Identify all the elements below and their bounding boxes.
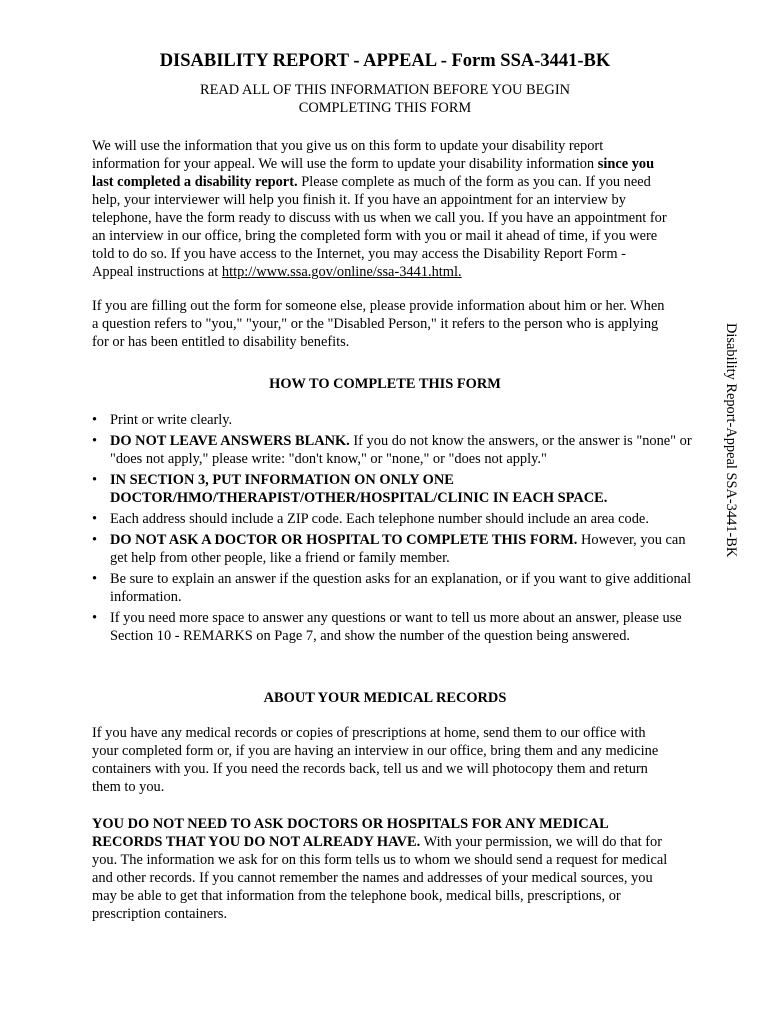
intro-text-bold: since you last completed a disability report. bbox=[92, 156, 655, 190]
list-item: • Each address should include a ZIP code. Each telephone number should include an area code. bbox=[92, 511, 649, 527]
medical-paragraph-2 bbox=[92, 815, 670, 923]
list-item: • Be sure to explain an answer if the question asks for an explanation, or if you want to give additional information. bbox=[92, 571, 692, 605]
bullet-icon: • bbox=[92, 472, 98, 488]
instructions-link[interactable]: http://www.ssa.gov/online/ssa-3441.html. bbox=[221, 264, 462, 280]
intro-text-c: Please complete as much of the form as you can. If you need help, your interviewer will help you finish it. If you have an appointment for an interview by telephone, have the form ready to discuss with us when we call you. If you have an appointment for an interview in our office, bring the completed form with you or mail it ahead of time, if you were told to do so. If you have access to the Internet, you may access the Disability Report Form - Appeal instructions at bbox=[92, 174, 667, 280]
bullet-icon: • bbox=[92, 433, 98, 449]
subtitle-line-2: COMPLETING THIS FORM bbox=[298, 100, 472, 116]
bullet-icon: • bbox=[92, 610, 98, 626]
how-to-heading: HOW TO COMPLETE THIS FORM bbox=[269, 376, 501, 392]
subtitle-line-1: READ ALL OF THIS INFORMATION BEFORE YOU BEGIN bbox=[199, 82, 571, 98]
intro-paragraph-1 bbox=[92, 137, 670, 281]
bullet-icon: • bbox=[92, 412, 98, 428]
intro-paragraph-2: If you are filling out the form for someone else, please provide information about him or her. When a question refers to "you," "your," or the "Disabled Person," it refers to the person who is applying for or has been entitled to disability benefits. bbox=[92, 298, 665, 350]
side-form-label: Disability Report-Appeal SSA-3441-BK bbox=[723, 323, 739, 558]
list-item: • Print or write clearly. bbox=[92, 412, 233, 428]
list-item: • DO NOT LEAVE ANSWERS BLANK. If you do not know the answers, or the answer is "none" or "does not apply," please write: "don't know," or "none," or "does not apply." bbox=[92, 433, 692, 467]
form-title: DISABILITY REPORT - APPEAL - Form SSA-3441-BK bbox=[159, 51, 611, 71]
list-item: • IN SECTION 3, PUT INFORMATION ON ONLY ONE DOCTOR/HMO/THERAPIST/OTHER/HOSPITAL/CLINIC IN EACH SPACE. bbox=[92, 472, 608, 506]
list-item: • If you need more space to answer any questions or want to tell us more about an answer, please use Section 10 - REMARKS on Page 7, and show the number of the question being answered. bbox=[92, 610, 682, 644]
bullet-icon: • bbox=[92, 511, 98, 527]
instructions-list bbox=[92, 411, 692, 648]
medical-bold-notice: YOU DO NOT NEED TO ASK DOCTORS OR HOSPITALS FOR ANY MEDICAL RECORDS THAT YOU DO NOT ALREADY HAVE. bbox=[92, 816, 608, 850]
list-item: • DO NOT ASK A DOCTOR OR HOSPITAL TO COMPLETE THIS FORM. However, you can get help from other people, like a friend or family member. bbox=[92, 532, 686, 566]
medical-text: With your permission, we will do that for you. The information we ask for on this form tells us to whom we should send a request for medical and other records. If you cannot remember the names and addresses of your medical sources, you may be able to get that information from the telephone book, medical bills, prescriptions, or prescription containers. bbox=[92, 834, 668, 922]
form-subtitle bbox=[0, 81, 770, 117]
medical-records-heading: ABOUT YOUR MEDICAL RECORDS bbox=[263, 690, 507, 706]
bullet-icon: • bbox=[92, 571, 98, 587]
medical-paragraph-1: If you have any medical records or copies of prescriptions at home, send them to our office with your completed form or, if you are having an interview in our office, bring them and any medicine containers with you. If you need the records back, tell us and we will photocopy them and return them to you. bbox=[92, 725, 659, 795]
bullet-icon: • bbox=[92, 532, 98, 548]
intro-text-a: We will use the information that you give us on this form to update your disability report information for your appeal. We will use the form to update your disability information bbox=[92, 138, 604, 172]
